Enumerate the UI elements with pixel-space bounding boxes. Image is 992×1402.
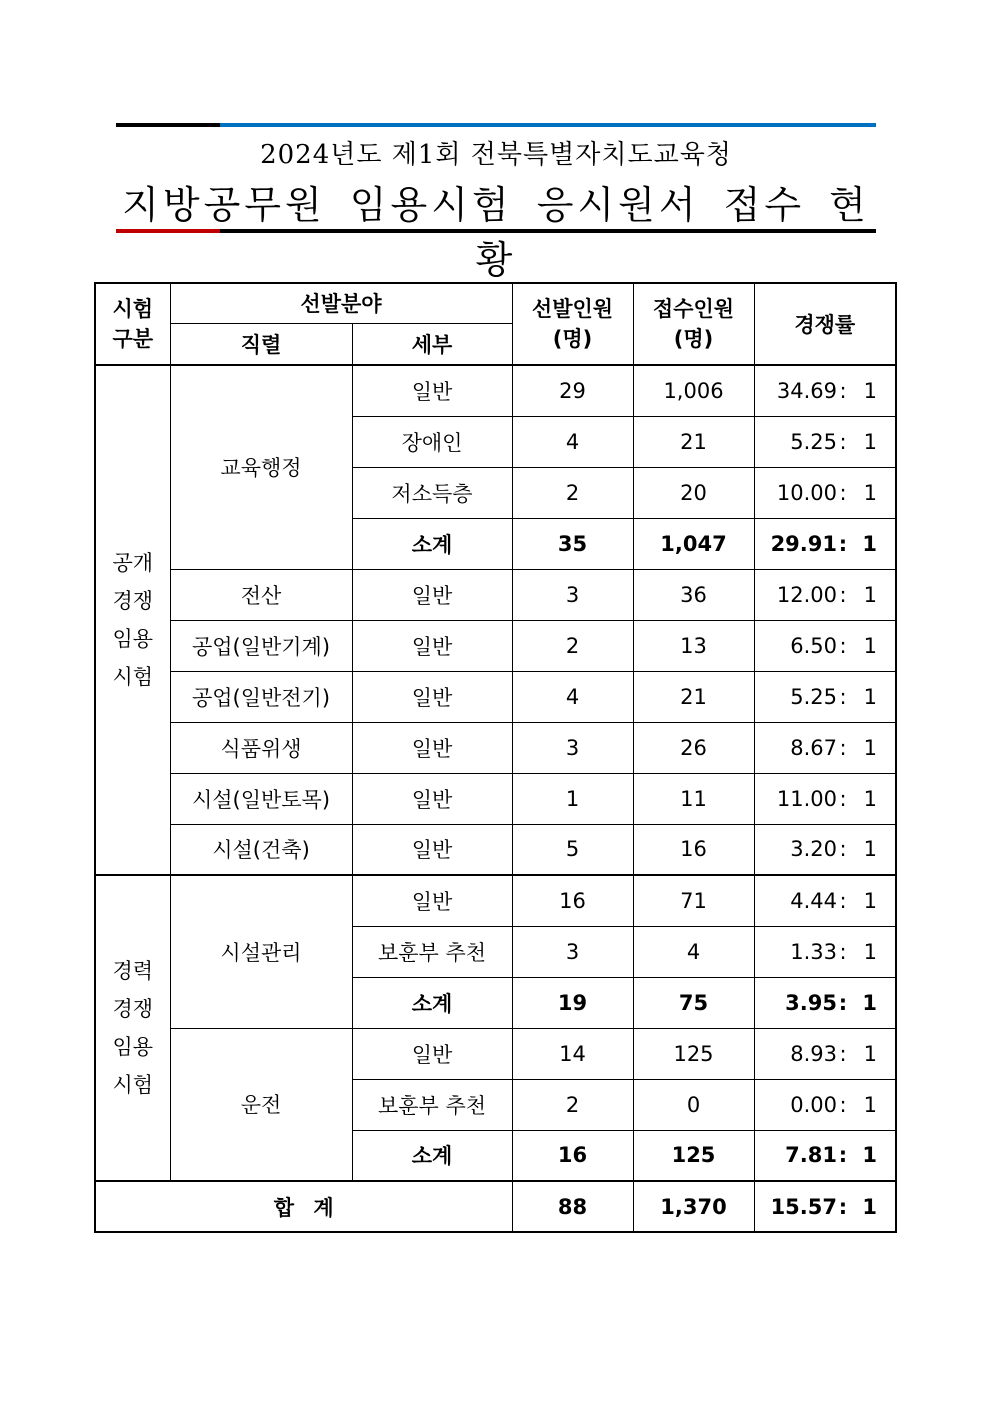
selected-cell: 29 — [512, 365, 633, 416]
ratio-colon: : — [838, 990, 848, 1015]
job-edu-admin: 교육행정 — [170, 365, 352, 569]
ratio-base: 1 — [863, 1092, 877, 1117]
ratio-colon: : — [839, 378, 847, 403]
header-applied-line1: 접수인원 — [652, 297, 735, 321]
applied-cell: 0 — [633, 1079, 754, 1130]
header-exam-type-line2: 구분 — [112, 327, 154, 351]
table-row-total — [95, 1181, 896, 1232]
detail-cell: 소계 — [352, 977, 512, 1028]
ratio-base: 1 — [863, 480, 877, 505]
detail-cell: 일반 — [352, 620, 512, 671]
detail-cell: 저소득층 — [352, 467, 512, 518]
job-elec: 공업(일반전기) — [170, 671, 352, 722]
applied-cell: 125 — [633, 1028, 754, 1079]
table-row — [95, 773, 896, 824]
detail-cell: 장애인 — [352, 416, 512, 467]
ratio-colon: : — [839, 633, 847, 658]
ratio-cell — [754, 977, 896, 1028]
job-driving: 운전 — [170, 1028, 352, 1181]
selected-cell: 1 — [512, 773, 633, 824]
selected-cell: 16 — [512, 875, 633, 926]
ratio-value: 6.50 — [790, 633, 837, 658]
ratio-value: 0.00 — [790, 1092, 837, 1117]
ratio-colon: : — [838, 1194, 848, 1219]
ratio-cell — [754, 467, 896, 518]
header-ratio: 경쟁률 — [754, 283, 896, 365]
applied-cell: 36 — [633, 569, 754, 620]
total-applied: 1,370 — [633, 1181, 754, 1232]
selected-cell: 19 — [512, 977, 633, 1028]
job-mech: 공업(일반기계) — [170, 620, 352, 671]
group-career-line1: 경력 — [112, 959, 154, 983]
title-top-rule — [116, 123, 876, 127]
detail-cell: 일반 — [352, 1028, 512, 1079]
applied-cell: 71 — [633, 875, 754, 926]
detail-cell: 일반 — [352, 722, 512, 773]
group-career-line2: 경쟁 — [112, 997, 154, 1021]
ratio-colon: : — [839, 429, 847, 454]
group-open-competition — [95, 365, 170, 875]
table-row — [95, 620, 896, 671]
ratio-value: 1.33 — [790, 939, 837, 964]
ratio-cell — [754, 620, 896, 671]
header-row-1 — [95, 283, 896, 323]
table-row — [95, 671, 896, 722]
applied-cell: 11 — [633, 773, 754, 824]
applied-cell: 21 — [633, 671, 754, 722]
selected-cell: 4 — [512, 671, 633, 722]
table-row — [95, 365, 896, 416]
selected-cell: 3 — [512, 569, 633, 620]
title-line-2: 지방공무원 임용시험 응시원서 접수 현황 — [122, 183, 870, 282]
ratio-value: 4.44 — [790, 888, 837, 913]
applied-cell: 13 — [633, 620, 754, 671]
ratio-base: 1 — [863, 429, 877, 454]
selected-cell: 4 — [512, 416, 633, 467]
job-civil: 시설(일반토목) — [170, 773, 352, 824]
table-row — [95, 569, 896, 620]
selected-cell: 2 — [512, 467, 633, 518]
ratio-base: 1 — [863, 939, 877, 964]
ratio-value: 11.00 — [776, 786, 837, 811]
ratio-value: 15.57 — [770, 1194, 837, 1219]
ratio-colon: : — [838, 531, 848, 556]
ratio-value: 3.95 — [785, 990, 837, 1015]
ratio-base: 1 — [863, 633, 877, 658]
group-career-line4: 시험 — [112, 1073, 154, 1097]
ratio-value: 3.20 — [790, 837, 837, 862]
ratio-colon: : — [839, 888, 847, 913]
ratio-base: 1 — [862, 1143, 877, 1168]
total-label: 합 계 — [95, 1181, 512, 1232]
ratio-colon: : — [839, 1092, 847, 1117]
job-food: 식품위생 — [170, 722, 352, 773]
ratio-colon: : — [839, 939, 847, 964]
group-career-competition — [95, 875, 170, 1181]
applied-cell: 125 — [633, 1130, 754, 1181]
ratio-colon: : — [839, 1041, 847, 1066]
detail-cell: 보훈부 추천 — [352, 926, 512, 977]
ratio-base: 1 — [862, 990, 877, 1015]
detail-cell: 일반 — [352, 671, 512, 722]
group-open-line1: 공개 — [112, 551, 154, 575]
table-row — [95, 1028, 896, 1079]
selected-cell: 3 — [512, 926, 633, 977]
ratio-base: 1 — [863, 378, 877, 403]
applied-cell: 1,047 — [633, 518, 754, 569]
ratio-base: 1 — [862, 1194, 877, 1219]
selected-cell: 5 — [512, 824, 633, 875]
ratio-cell — [754, 875, 896, 926]
header-selected-line1: 선발인원 — [531, 297, 614, 321]
job-computing: 전산 — [170, 569, 352, 620]
detail-cell: 일반 — [352, 875, 512, 926]
ratio-cell — [754, 416, 896, 467]
ratio-colon: : — [839, 582, 847, 607]
header-applied-line2: (명) — [673, 327, 714, 351]
table-row — [95, 824, 896, 875]
applied-cell: 20 — [633, 467, 754, 518]
ratio-base: 1 — [862, 531, 877, 556]
title-bottom-rule — [116, 229, 876, 233]
applied-cell: 4 — [633, 926, 754, 977]
group-career-line3: 임용 — [112, 1035, 154, 1059]
ratio-value: 29.91 — [770, 531, 837, 556]
ratio-cell — [754, 773, 896, 824]
ratio-value: 5.25 — [790, 429, 837, 454]
ratio-base: 1 — [863, 888, 877, 913]
ratio-cell — [754, 518, 896, 569]
ratio-cell — [754, 722, 896, 773]
ratio-value: 8.67 — [790, 735, 837, 760]
ratio-value: 8.93 — [790, 1041, 837, 1066]
header-exam-type — [95, 283, 170, 365]
selected-cell: 3 — [512, 722, 633, 773]
ratio-base: 1 — [863, 735, 877, 760]
ratio-value: 7.81 — [785, 1143, 837, 1168]
detail-cell: 소계 — [352, 1130, 512, 1181]
group-open-line4: 시험 — [112, 665, 154, 689]
group-open-line2: 경쟁 — [112, 589, 154, 613]
total-selected: 88 — [512, 1181, 633, 1232]
ratio-cell — [754, 1130, 896, 1181]
header-job: 직렬 — [170, 323, 352, 365]
header-field: 선발분야 — [170, 283, 512, 323]
ratio-value: 34.69 — [776, 378, 837, 403]
header-detail: 세부 — [352, 323, 512, 365]
selected-cell: 16 — [512, 1130, 633, 1181]
applied-cell: 1,006 — [633, 365, 754, 416]
total-ratio — [754, 1181, 896, 1232]
selected-cell: 35 — [512, 518, 633, 569]
table-row — [95, 722, 896, 773]
detail-cell: 일반 — [352, 569, 512, 620]
header-exam-type-line1: 시험 — [112, 297, 154, 321]
ratio-cell — [754, 671, 896, 722]
group-open-line3: 임용 — [112, 627, 154, 651]
ratio-value: 12.00 — [776, 582, 837, 607]
detail-cell: 일반 — [352, 824, 512, 875]
ratio-base: 1 — [863, 1041, 877, 1066]
selected-cell: 2 — [512, 1079, 633, 1130]
application-status-table — [94, 282, 897, 1233]
ratio-colon: : — [838, 1143, 848, 1168]
selected-cell: 14 — [512, 1028, 633, 1079]
table-row — [95, 875, 896, 926]
ratio-colon: : — [839, 735, 847, 760]
ratio-cell — [754, 926, 896, 977]
ratio-base: 1 — [863, 684, 877, 709]
ratio-colon: : — [839, 786, 847, 811]
detail-cell: 보훈부 추천 — [352, 1079, 512, 1130]
applied-cell: 75 — [633, 977, 754, 1028]
job-arch: 시설(건축) — [170, 824, 352, 875]
ratio-cell — [754, 824, 896, 875]
job-facility: 시설관리 — [170, 875, 352, 1028]
applied-cell: 26 — [633, 722, 754, 773]
applied-cell: 21 — [633, 416, 754, 467]
header-applied — [633, 283, 754, 365]
ratio-colon: : — [839, 837, 847, 862]
ratio-base: 1 — [863, 582, 877, 607]
header-selected — [512, 283, 633, 365]
ratio-cell — [754, 569, 896, 620]
ratio-colon: : — [839, 684, 847, 709]
ratio-base: 1 — [863, 786, 877, 811]
ratio-cell — [754, 1028, 896, 1079]
ratio-value: 10.00 — [776, 480, 837, 505]
ratio-cell — [754, 1079, 896, 1130]
title-line-1: 2024년도 제1회 전북특별자치도교육청 — [260, 140, 732, 170]
detail-cell: 일반 — [352, 365, 512, 416]
ratio-value: 5.25 — [790, 684, 837, 709]
detail-cell: 일반 — [352, 773, 512, 824]
ratio-base: 1 — [863, 837, 877, 862]
header-selected-line2: (명) — [552, 327, 593, 351]
ratio-cell — [754, 365, 896, 416]
ratio-colon: : — [839, 480, 847, 505]
applied-cell: 16 — [633, 824, 754, 875]
selected-cell: 2 — [512, 620, 633, 671]
detail-cell: 소계 — [352, 518, 512, 569]
